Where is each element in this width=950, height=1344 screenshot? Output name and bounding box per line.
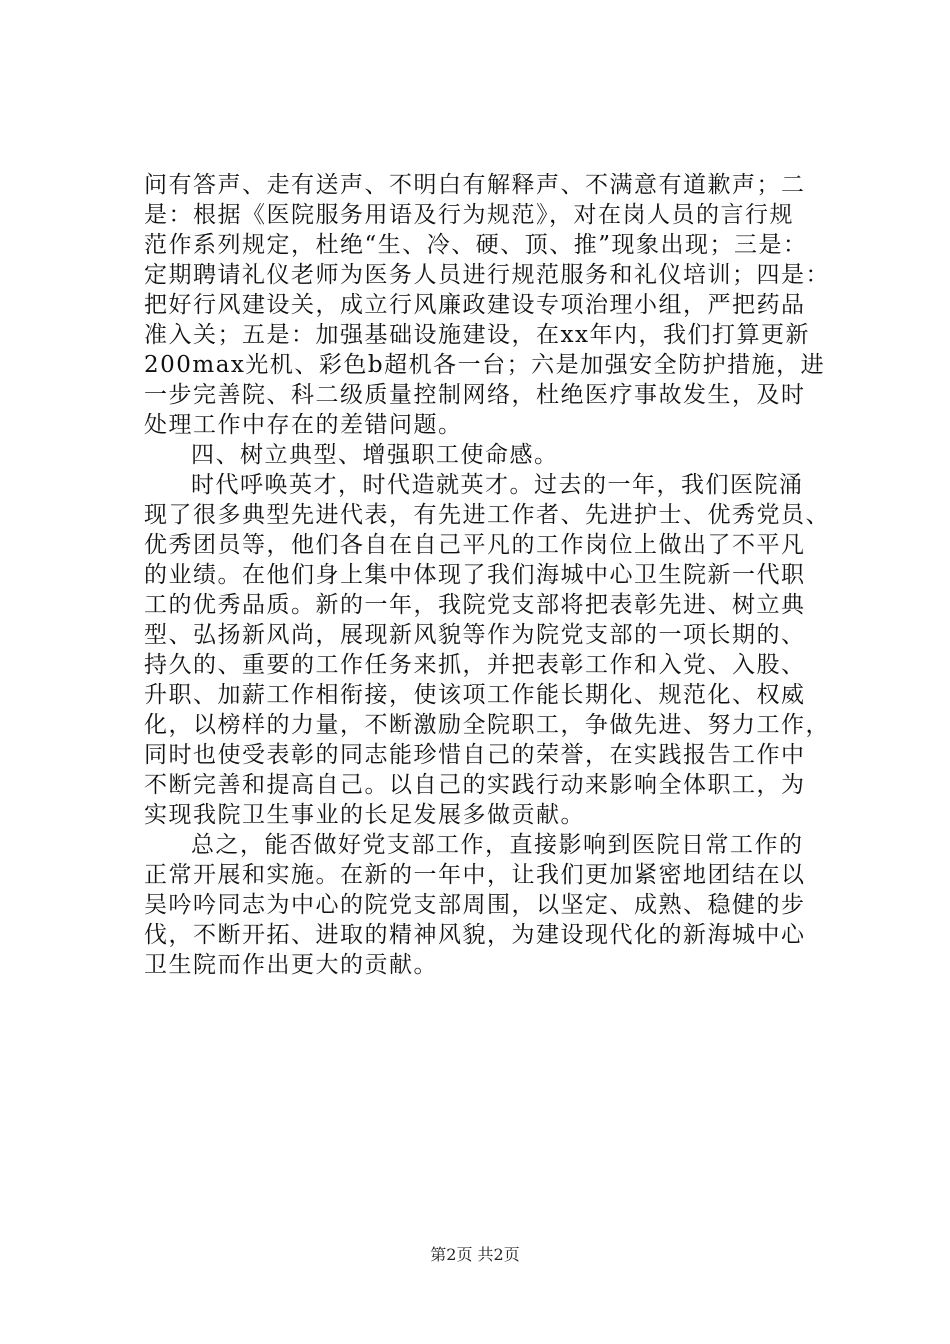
text-line: 化，以榜样的力量，不断激励全院职工，争做先进、努力工作， <box>144 712 830 738</box>
text-line: 伐，不断开拓、进取的精神风貌，为建设现代化的新海城中心 <box>144 922 806 948</box>
text-line: 总之，能否做好党支部工作，直接影响到医院日常工作的 <box>191 832 804 858</box>
text-line: 时代呼唤英才，时代造就英才。过去的一年，我们医院涌 <box>191 472 804 498</box>
section-heading <box>144 440 816 470</box>
text-line: 持久的、重要的工作任务来抓，并把表彰工作和入党、入股、 <box>144 652 806 678</box>
document-body <box>144 170 830 980</box>
text-line: 范作系列规定，杜绝“生、冷、硬、顶、推”现象出现；三是： <box>144 232 808 258</box>
text-line: 优秀团员等，他们各自在自己平凡的工作岗位上做出了不平凡 <box>144 532 806 558</box>
text-line: 的业绩。在他们身上集中体现了我们海城中心卫生院新一代职 <box>144 562 806 588</box>
text-line: 200max光机、彩色b超机各一台；六是加强安全防护措施，进 <box>144 352 826 378</box>
paragraph-measures <box>144 170 830 440</box>
text-line: 是：根据《医院服务用语及行为规范》，对在岗人员的言行规 <box>144 202 794 228</box>
text-line: 把好行风建设关，成立行风廉政建设专项治理小组，严把药品 <box>144 292 806 318</box>
page-number-footer: 第2页 共2页 <box>430 1245 520 1264</box>
text-line: 处理工作中存在的差错问题。 <box>144 412 463 438</box>
text-line: 不断完善和提高自己。以自己的实践行动来影响全体职工，为 <box>144 772 806 798</box>
text-line: 正常开展和实施。在新的一年中，让我们更加紧密地团结在以 <box>144 862 806 888</box>
text-line: 一步完善院、科二级质量控制网络，杜绝医疗事故发生，及时 <box>144 382 806 408</box>
text-line: 实现我院卫生事业的长足发展多做贡献。 <box>144 802 585 828</box>
text-line: 型、弘扬新风尚，展现新风貌等作为院党支部的一项长期的、 <box>144 622 806 648</box>
text-line: 准入关；五是：加强基础设施建设，在xx年内，我们打算更新 <box>144 322 810 348</box>
text-line: 问有答声、走有送声、不明白有解释声、不满意有道歉声；二 <box>144 172 806 198</box>
paragraph-models <box>144 470 830 830</box>
text-line: 同时也使受表彰的同志能珍惜自己的荣誉，在实践报告工作中 <box>144 742 806 768</box>
text-line: 升职、加薪工作相衔接，使该项工作能长期化、规范化、权威 <box>144 682 806 708</box>
section-heading-text: 四、树立典型、增强职工使命感。 <box>191 442 559 468</box>
paragraph-conclusion <box>144 830 816 980</box>
text-line: 现了很多典型先进代表，有先进工作者、先进护士、优秀党员、 <box>144 502 830 528</box>
text-line: 定期聘请礼仪老师为医务人员进行规范服务和礼仪培训；四是： <box>144 262 830 288</box>
text-line: 吴吟吟同志为中心的院党支部周围，以坚定、成熟、稳健的步 <box>144 892 806 918</box>
text-line: 工的优秀品质。新的一年，我院党支部将把表彰先进、树立典 <box>144 592 806 618</box>
text-line: 卫生院而作出更大的贡献。 <box>144 952 438 978</box>
